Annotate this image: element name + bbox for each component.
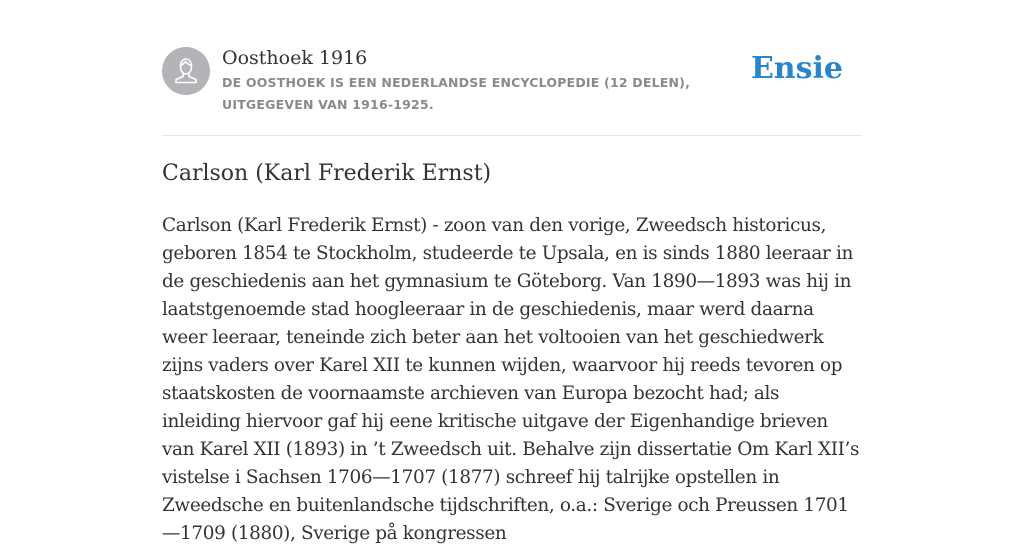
article-title: Carlson (Karl Frederik Ernst) — [162, 161, 492, 186]
page — [162, 0, 862, 544]
user-icon — [162, 47, 210, 95]
source-title[interactable]: Oosthoek 1916 — [222, 47, 368, 69]
source-header — [162, 0, 862, 136]
source-description: DE OOSTHOEK IS EEN NEDERLANDSE ENCYCLOPEDIE (12 DELEN), UITGEGEVEN VAN 1916-1925. — [222, 75, 691, 112]
source-avatar[interactable] — [162, 47, 210, 95]
ensie-logo[interactable]: Ensie — [750, 51, 843, 86]
source-info — [222, 45, 762, 116]
article-body: Carlson (Karl Frederik Ernst) - zoon van den vorige, Zweedsch historicus, geboren 1854 te Stockholm, studeerde te Upsala, en is sinds 1880 leeraar in de geschiedenis aan het gymnasium te Göteborg. Van 1890—1893 was hij in laatstgenoemde stad hoogleeraar in de geschiedenis, maar werd daarna weer leeraar, teneinde zich beter aan het voltooien van het geschiedwerk zijns vaders over Karel XII te kunnen wijden, waarvoor hij reeds tevoren op staatskosten de voornaamste archieven van Europa bezocht had; als inleiding hiervoor gaf hij eene kritische uitgave der Eigenhandige brieven van Karel XII (1893) in ’t Zweedsch uit. Behalve zijn dissertatie Om Karl XII’s vistelse i Sachsen 1706—1707 (1877) schreef hij talrijke opstellen in Zweedsche en buitenlandsche tijdschriften, o.a.: Sverige och Preussen 1701—1709 (1880), Sverige på kongressen — [162, 215, 860, 544]
